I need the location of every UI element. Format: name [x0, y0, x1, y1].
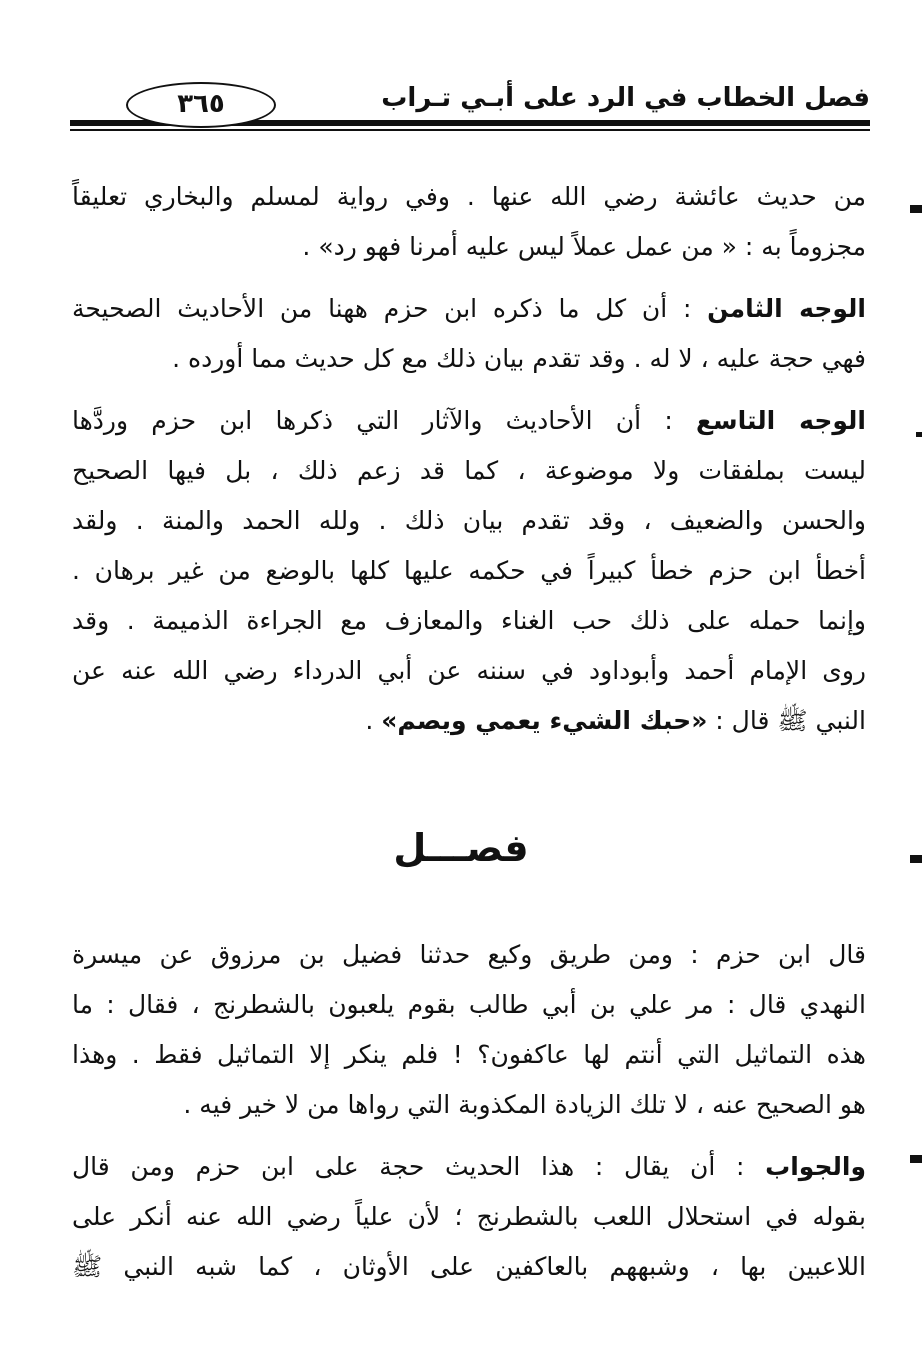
text-run: : أن الأحاديث والآثار التي ذكرها ابن حزم وردَّها: [72, 406, 696, 435]
text-line: [72, 396, 866, 446]
scan-edge-mark: [916, 432, 922, 437]
text-line: قال ابن حزم : ومن طريق وكيع حدثنا فضيل بن مرزوق عن ميسرة: [72, 940, 866, 969]
text-line: أخطأ ابن حزم خطأ كبيراً في حكمه عليها كلها بالوضع من غير برهان .: [72, 556, 866, 585]
text-line: [72, 1142, 866, 1192]
text-line: فهي حجة عليه ، لا له . وقد تقدم بيان ذلك مع كل حديث مما أورده .: [172, 344, 866, 373]
text-run: : أن يقال : هذا الحديث حجة على ابن حزم ومن قال: [72, 1152, 766, 1181]
header-rule-thin: [70, 129, 870, 131]
text-line: [72, 284, 866, 334]
text-run: : أن كل ما ذكره ابن حزم ههنا من الأحاديث الصحيحة: [72, 294, 708, 323]
scan-edge-mark: [910, 205, 922, 213]
text-line: مجزوماً به : « من عمل عملاً ليس عليه أمرنا فهو رد» .: [302, 232, 866, 261]
page-number: ٣٦٥: [126, 82, 276, 128]
paragraph-hadith-aisha: [72, 172, 866, 272]
text-line: روى الإمام أحمد وأبوداود في سننه عن أبي الدرداء رضي الله عنه عن: [72, 656, 866, 685]
scan-edge-mark: [910, 1155, 922, 1163]
text-line: هو الصحيح عنه ، لا تلك الزيادة المكذوبة التي رواها من لا خير فيه .: [183, 1090, 866, 1119]
text-line: ليست بملفقات ولا موضوعة ، كما قد زعم ذلك ، بل فيها الصحيح: [72, 456, 866, 485]
paragraph-eighth-aspect: [72, 284, 866, 384]
text-line: وإنما حمله على ذلك حب الغناء والمعازف مع الجراءة الذميمة . وقد: [72, 606, 866, 635]
scan-edge-mark: [910, 855, 922, 863]
running-title: فصل الخطاب في الرد على أبـي تـراب: [381, 83, 870, 113]
section-heading: فصـــل: [393, 826, 529, 870]
text-line: بقوله في استحلال اللعب بالشطرنج ؛ لأن علياً رضي الله عنه أنكر على: [72, 1202, 866, 1231]
text-line: من حديث عائشة رضي الله عنها . وفي رواية لمسلم والبخاري تعليقاً: [72, 182, 866, 211]
paragraph-answer: [72, 1142, 866, 1292]
paragraph-ibn-hazm-report: [72, 930, 866, 1130]
page-header: [70, 78, 870, 138]
paragraph-lead: والجواب: [765, 1152, 866, 1181]
text-run: النبي ﷺ قال :: [707, 706, 866, 735]
text-line: النهدي قال : مر علي بن أبي طالب بقوم يلعبون بالشطرنج ، فقال : ما: [72, 990, 866, 1019]
text-line: [72, 696, 866, 746]
paragraph-lead: الوجه التاسع: [695, 406, 866, 435]
paragraph-lead: الوجه الثامن: [707, 294, 866, 323]
text-line: اللاعبين بها ، وشبههم بالعاكفين على الأوثان ، كما شبه النبي ﷺ: [72, 1252, 866, 1281]
text-line: هذه التماثيل التي أنتم لها عاكفون؟ ! فلم ينكر إلا التماثيل فقط . وهذا: [72, 1040, 866, 1069]
hadith-quote: «حبك الشيء يعمي ويصم»: [381, 706, 708, 735]
text-run: .: [365, 706, 382, 735]
text-line: والحسن والضعيف ، وقد تقدم بيان ذلك . ولله الحمد والمنة . ولقد: [72, 506, 866, 535]
paragraph-ninth-aspect: [72, 396, 866, 746]
